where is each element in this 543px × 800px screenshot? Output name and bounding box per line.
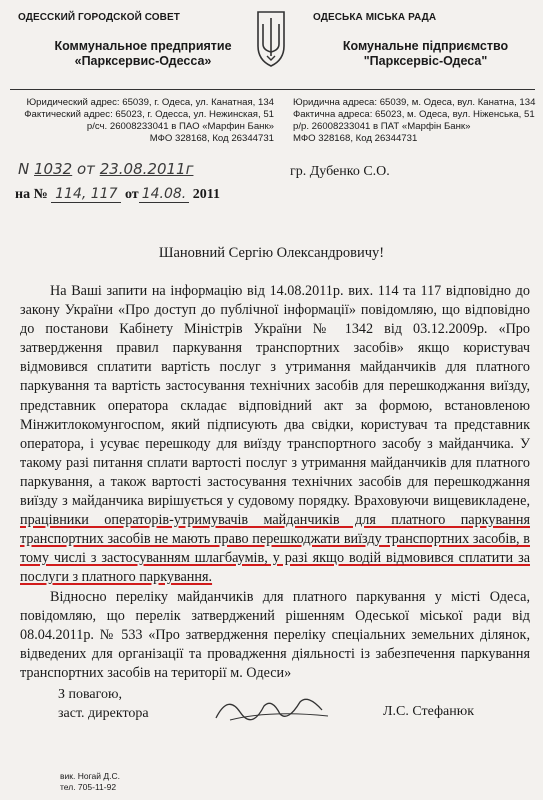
outgoing-date: 23.08.2011г [99, 160, 194, 178]
signature-block [58, 685, 149, 723]
reference-line [15, 186, 220, 203]
signature-closing: З повагою, [58, 687, 122, 702]
paragraph-1 [20, 282, 530, 588]
reference-label-ot: от [124, 187, 139, 202]
address-left-line: р/сч. 26008233041 в ПАО «Марфин Банк» [86, 121, 274, 132]
address-left [12, 97, 274, 145]
reference-numbers: 114, 117 [51, 186, 121, 203]
paragraph-1-text: На Ваші запити на інформацію від 14.08.2011р. вих. 114 та 117 відповідно до закону України «Про доступ до публічної інформації» повідомляю, що відповідно до постанови Кабінету Міністрів України № 1342 від 03.12.2009р. «Про затвердження правил паркування транспортних засобів» якщо користувач відмовився сплатити вартість послуг з утримання майданчиків для платного паркування та вартість застосування технічних засобів для перешкоджання виїзду, представник оператора складає відповідний акт за формою, встановленою Мінжитлокомунгоспом, який підписують два свідки, користувач та представник оператора, і усуває перешкоду для виїзду транспортного засобу з майданчика. У такому разі питання сплати вартості послуг з утримання майданчиків для платного паркування, а також вартості застосування технічних засобів для перешкоджання виїзду з майданчика вирішується у судовому порядку. Враховуючи вищевикладене, [20, 283, 530, 510]
salutation: Шановний Сергію Олександровичу! [158, 245, 385, 261]
header-divider [10, 89, 535, 90]
signature-title: заст. директора [58, 706, 149, 721]
signature-scribble-icon [210, 688, 340, 728]
address-left-line: Фактический адрес: 65023, г. Одесса, ул. Нежинская, 51 [24, 109, 274, 120]
council-name-ua: ОДЕСЬКА МІСЬКА РАДА [313, 12, 437, 23]
enterprise-line1-ru: Коммунальное предприятие [54, 39, 232, 53]
council-name-ru: ОДЕССКИЙ ГОРОДСКОЙ СОВЕТ [18, 12, 180, 23]
coat-of-arms-icon [256, 10, 286, 68]
outgoing-mid: от [76, 160, 95, 178]
signer-name: Л.С. Стефанюк [383, 704, 475, 719]
executor: вик. Ногай Д.С. [60, 771, 120, 781]
address-right [293, 97, 537, 145]
address-right-line: Юридична адреса: 65039, м. Одеса, вул. Канатна, 134 [293, 97, 536, 108]
highlighted-text: працівники операторів-утримувачів майданчиків для платного паркування транспортних засобів не мають право перешкоджати виїзду транспортних засобів, в тому числі з застосуванням шлагбаумів, у разі якщо водій відмовився сплатити за послуги з платного паркування. [20, 512, 530, 586]
paragraph-2: Відносно переліку майданчиків для платного паркування у місті Одеса, повідомляю, що перелік затверджений рішенням Одеської міської ради від 08.04.2011р. № 533 «Про затвердження переліку спеціальних земельних ділянок, відведених для організації та провадження діяльності із забезпечення паркування транспортних засобів на території м. Одеси» [20, 588, 530, 681]
header-right [313, 12, 538, 69]
address-right-line: МФО 328168, Код 26344731 [293, 133, 418, 144]
outgoing-number-value: 1032 [34, 160, 73, 178]
enterprise-line2-ua: "Парксервіс-Одеса" [363, 54, 488, 68]
letter-body [20, 282, 530, 683]
outgoing-number [18, 160, 193, 178]
recipient: гр. Дубенко С.О. [290, 164, 390, 179]
address-left-line: Юридический адрес: 65039, г. Одеса, ул. Канатная, 134 [26, 97, 274, 108]
outgoing-prefix: N [18, 160, 30, 178]
address-left-line: МФО 328168, Код 26344731 [149, 133, 274, 144]
address-right-line: Фактична адреса: 65023, м. Одеса, вул. Ніженська, 51 [293, 109, 535, 120]
enterprise-line2-ru: «Парксервис-Одесса» [74, 54, 212, 68]
reference-year: 2011 [192, 187, 220, 202]
executor-phone: тел. 705-11-92 [60, 782, 117, 792]
address-right-line: р/р. 26008233041 в ПАТ «Марфін Банк» [293, 121, 471, 132]
header-left [18, 12, 268, 69]
reference-date: 14.08. [139, 186, 190, 203]
enterprise-line1-ua: Комунальне підприємство [342, 39, 509, 53]
footer [60, 771, 120, 793]
reference-label-na: на № [15, 187, 48, 202]
